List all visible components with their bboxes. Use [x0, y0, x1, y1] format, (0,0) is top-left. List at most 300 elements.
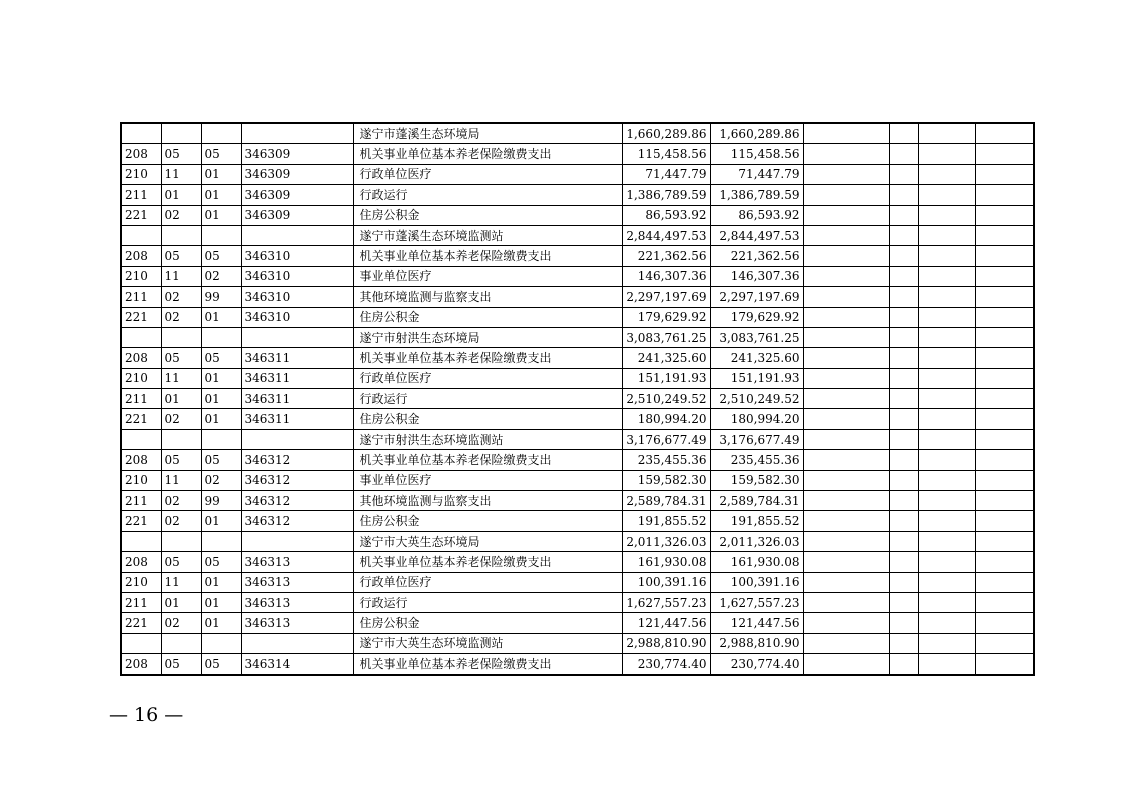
empty-cell — [889, 429, 918, 449]
total-amount-cell: 159,582.30 — [622, 470, 710, 490]
empty-cell — [889, 450, 918, 470]
empty-cell — [918, 266, 975, 286]
section-code-cell — [161, 327, 201, 347]
basic-expenditure-cell: 180,994.20 — [710, 409, 803, 429]
class-code-cell: 210 — [121, 266, 161, 286]
basic-expenditure-cell: 2,297,197.69 — [710, 287, 803, 307]
item-code-cell: 02 — [201, 266, 241, 286]
total-amount-cell: 1,660,289.86 — [622, 123, 710, 144]
total-amount-cell: 100,391.16 — [622, 572, 710, 592]
item-code-cell — [201, 123, 241, 144]
class-code-cell: 211 — [121, 491, 161, 511]
empty-cell — [975, 123, 1034, 144]
empty-cell — [889, 225, 918, 245]
empty-cell — [803, 266, 889, 286]
total-amount-cell: 3,083,761.25 — [622, 327, 710, 347]
item-code-cell: 01 — [201, 409, 241, 429]
item-code-cell: 01 — [201, 389, 241, 409]
section-code-cell: 02 — [161, 307, 201, 327]
empty-cell — [803, 531, 889, 551]
table-row — [121, 287, 1034, 307]
empty-cell — [889, 470, 918, 490]
empty-cell — [975, 491, 1034, 511]
basic-expenditure-cell: 2,589,784.31 — [710, 491, 803, 511]
empty-cell — [889, 511, 918, 531]
total-amount-cell: 2,297,197.69 — [622, 287, 710, 307]
unit-code-cell — [241, 429, 353, 449]
subject-name-cell: 遂宁市蓬溪生态环境监测站 — [353, 225, 622, 245]
total-amount-cell: 2,589,784.31 — [622, 491, 710, 511]
unit-code-cell: 346310 — [241, 266, 353, 286]
total-amount-cell: 2,988,810.90 — [622, 633, 710, 653]
section-code-cell: 11 — [161, 368, 201, 388]
subject-name-cell: 机关事业单位基本养老保险缴费支出 — [353, 246, 622, 266]
unit-code-cell: 346309 — [241, 164, 353, 184]
item-code-cell: 01 — [201, 185, 241, 205]
empty-cell — [889, 307, 918, 327]
item-code-cell: 01 — [201, 592, 241, 612]
empty-cell — [975, 409, 1034, 429]
item-code-cell: 05 — [201, 246, 241, 266]
table-row — [121, 185, 1034, 205]
item-code-cell: 99 — [201, 491, 241, 511]
empty-cell — [918, 144, 975, 164]
empty-cell — [918, 470, 975, 490]
empty-cell — [918, 307, 975, 327]
item-code-cell: 99 — [201, 287, 241, 307]
empty-cell — [918, 654, 975, 675]
empty-cell — [918, 368, 975, 388]
empty-cell — [803, 389, 889, 409]
unit-code-cell — [241, 633, 353, 653]
empty-cell — [975, 613, 1034, 633]
empty-cell — [803, 572, 889, 592]
table-row — [121, 511, 1034, 531]
subject-name-cell: 其他环境监测与监察支出 — [353, 491, 622, 511]
item-code-cell: 05 — [201, 654, 241, 675]
basic-expenditure-cell: 1,660,289.86 — [710, 123, 803, 144]
basic-expenditure-cell: 2,011,326.03 — [710, 531, 803, 551]
table-row — [121, 450, 1034, 470]
table-row — [121, 409, 1034, 429]
basic-expenditure-cell: 71,447.79 — [710, 164, 803, 184]
empty-cell — [803, 470, 889, 490]
basic-expenditure-cell: 121,447.56 — [710, 613, 803, 633]
section-code-cell: 11 — [161, 572, 201, 592]
item-code-cell: 05 — [201, 144, 241, 164]
total-amount-cell: 161,930.08 — [622, 552, 710, 572]
unit-code-cell: 346310 — [241, 307, 353, 327]
unit-code-cell: 346313 — [241, 552, 353, 572]
unit-code-cell: 346310 — [241, 287, 353, 307]
empty-cell — [975, 246, 1034, 266]
empty-cell — [975, 327, 1034, 347]
class-code-cell: 210 — [121, 368, 161, 388]
section-code-cell: 05 — [161, 654, 201, 675]
subject-name-cell: 遂宁市大英生态环境监测站 — [353, 633, 622, 653]
empty-cell — [803, 491, 889, 511]
subject-name-cell: 行政运行 — [353, 185, 622, 205]
table-body — [121, 123, 1034, 675]
empty-cell — [889, 491, 918, 511]
basic-expenditure-cell: 221,362.56 — [710, 246, 803, 266]
empty-cell — [803, 592, 889, 612]
unit-code-cell: 346311 — [241, 409, 353, 429]
table-row — [121, 246, 1034, 266]
basic-expenditure-cell: 2,844,497.53 — [710, 225, 803, 245]
class-code-cell: 208 — [121, 654, 161, 675]
empty-cell — [975, 205, 1034, 225]
empty-cell — [918, 287, 975, 307]
empty-cell — [803, 185, 889, 205]
empty-cell — [975, 225, 1034, 245]
table-row — [121, 429, 1034, 449]
item-code-cell: 05 — [201, 348, 241, 368]
section-code-cell: 11 — [161, 266, 201, 286]
class-code-cell: 210 — [121, 470, 161, 490]
subject-name-cell: 住房公积金 — [353, 307, 622, 327]
item-code-cell: 01 — [201, 205, 241, 225]
basic-expenditure-cell: 191,855.52 — [710, 511, 803, 531]
empty-cell — [918, 633, 975, 653]
unit-code-cell: 346309 — [241, 144, 353, 164]
empty-cell — [975, 592, 1034, 612]
table-row — [121, 327, 1034, 347]
empty-cell — [889, 144, 918, 164]
basic-expenditure-cell: 115,458.56 — [710, 144, 803, 164]
basic-expenditure-cell: 2,510,249.52 — [710, 389, 803, 409]
empty-cell — [803, 368, 889, 388]
empty-cell — [889, 389, 918, 409]
item-code-cell — [201, 327, 241, 347]
empty-cell — [975, 307, 1034, 327]
budget-table — [120, 122, 1035, 676]
unit-code-cell: 346312 — [241, 491, 353, 511]
class-code-cell: 211 — [121, 287, 161, 307]
empty-cell — [889, 287, 918, 307]
basic-expenditure-cell: 179,629.92 — [710, 307, 803, 327]
empty-cell — [918, 246, 975, 266]
table-row — [121, 491, 1034, 511]
section-code-cell: 02 — [161, 409, 201, 429]
subject-name-cell: 机关事业单位基本养老保险缴费支出 — [353, 552, 622, 572]
section-code-cell: 02 — [161, 491, 201, 511]
empty-cell — [975, 266, 1034, 286]
subject-name-cell: 行政运行 — [353, 389, 622, 409]
empty-cell — [918, 429, 975, 449]
section-code-cell — [161, 531, 201, 551]
empty-cell — [889, 572, 918, 592]
empty-cell — [918, 409, 975, 429]
unit-code-cell — [241, 123, 353, 144]
table-row — [121, 368, 1034, 388]
empty-cell — [975, 654, 1034, 675]
empty-cell — [889, 246, 918, 266]
unit-code-cell: 346314 — [241, 654, 353, 675]
basic-expenditure-cell: 161,930.08 — [710, 552, 803, 572]
class-code-cell: 221 — [121, 307, 161, 327]
section-code-cell: 05 — [161, 450, 201, 470]
subject-name-cell: 遂宁市射洪生态环境局 — [353, 327, 622, 347]
empty-cell — [803, 429, 889, 449]
table-row — [121, 654, 1034, 675]
total-amount-cell: 221,362.56 — [622, 246, 710, 266]
section-code-cell: 01 — [161, 185, 201, 205]
unit-code-cell: 346309 — [241, 185, 353, 205]
empty-cell — [918, 511, 975, 531]
item-code-cell: 02 — [201, 470, 241, 490]
empty-cell — [803, 164, 889, 184]
total-amount-cell: 121,447.56 — [622, 613, 710, 633]
empty-cell — [975, 531, 1034, 551]
basic-expenditure-cell: 3,083,761.25 — [710, 327, 803, 347]
unit-code-cell — [241, 327, 353, 347]
basic-expenditure-cell: 86,593.92 — [710, 205, 803, 225]
total-amount-cell: 151,191.93 — [622, 368, 710, 388]
unit-code-cell: 346311 — [241, 348, 353, 368]
empty-cell — [889, 613, 918, 633]
total-amount-cell: 191,855.52 — [622, 511, 710, 531]
subject-name-cell: 行政单位医疗 — [353, 572, 622, 592]
subject-name-cell: 遂宁市大英生态环境局 — [353, 531, 622, 551]
section-code-cell: 11 — [161, 470, 201, 490]
section-code-cell: 05 — [161, 552, 201, 572]
empty-cell — [889, 123, 918, 144]
table-row — [121, 552, 1034, 572]
item-code-cell: 05 — [201, 450, 241, 470]
class-code-cell: 210 — [121, 164, 161, 184]
subject-name-cell: 机关事业单位基本养老保险缴费支出 — [353, 348, 622, 368]
empty-cell — [889, 531, 918, 551]
table-row — [121, 123, 1034, 144]
empty-cell — [975, 144, 1034, 164]
table-row — [121, 164, 1034, 184]
section-code-cell: 02 — [161, 287, 201, 307]
unit-code-cell: 346310 — [241, 246, 353, 266]
empty-cell — [918, 552, 975, 572]
subject-name-cell: 遂宁市蓬溪生态环境局 — [353, 123, 622, 144]
empty-cell — [975, 450, 1034, 470]
class-code-cell: 211 — [121, 592, 161, 612]
total-amount-cell: 1,627,557.23 — [622, 592, 710, 612]
class-code-cell: 208 — [121, 246, 161, 266]
basic-expenditure-cell: 241,325.60 — [710, 348, 803, 368]
subject-name-cell: 机关事业单位基本养老保险缴费支出 — [353, 654, 622, 675]
empty-cell — [975, 164, 1034, 184]
section-code-cell — [161, 123, 201, 144]
empty-cell — [803, 144, 889, 164]
subject-name-cell: 行政单位医疗 — [353, 164, 622, 184]
class-code-cell — [121, 429, 161, 449]
unit-code-cell: 346311 — [241, 368, 353, 388]
subject-name-cell: 行政运行 — [353, 592, 622, 612]
empty-cell — [975, 287, 1034, 307]
class-code-cell: 208 — [121, 348, 161, 368]
total-amount-cell: 2,510,249.52 — [622, 389, 710, 409]
empty-cell — [975, 572, 1034, 592]
empty-cell — [975, 470, 1034, 490]
section-code-cell: 11 — [161, 164, 201, 184]
table-row — [121, 531, 1034, 551]
basic-expenditure-cell: 1,386,789.59 — [710, 185, 803, 205]
basic-expenditure-cell: 100,391.16 — [710, 572, 803, 592]
class-code-cell: 221 — [121, 613, 161, 633]
empty-cell — [803, 307, 889, 327]
empty-cell — [803, 633, 889, 653]
total-amount-cell: 115,458.56 — [622, 144, 710, 164]
section-code-cell: 02 — [161, 511, 201, 531]
empty-cell — [889, 266, 918, 286]
empty-cell — [889, 327, 918, 347]
total-amount-cell: 241,325.60 — [622, 348, 710, 368]
empty-cell — [918, 185, 975, 205]
basic-expenditure-cell: 1,627,557.23 — [710, 592, 803, 612]
subject-name-cell: 事业单位医疗 — [353, 266, 622, 286]
basic-expenditure-cell: 2,988,810.90 — [710, 633, 803, 653]
empty-cell — [918, 225, 975, 245]
empty-cell — [803, 287, 889, 307]
unit-code-cell: 346312 — [241, 470, 353, 490]
table-row — [121, 225, 1034, 245]
empty-cell — [889, 654, 918, 675]
unit-code-cell — [241, 531, 353, 551]
empty-cell — [803, 654, 889, 675]
empty-cell — [975, 633, 1034, 653]
class-code-cell: 208 — [121, 450, 161, 470]
basic-expenditure-cell: 3,176,677.49 — [710, 429, 803, 449]
section-code-cell: 02 — [161, 205, 201, 225]
empty-cell — [889, 552, 918, 572]
empty-cell — [889, 592, 918, 612]
table-row — [121, 266, 1034, 286]
empty-cell — [918, 572, 975, 592]
empty-cell — [975, 552, 1034, 572]
subject-name-cell: 机关事业单位基本养老保险缴费支出 — [353, 450, 622, 470]
unit-code-cell: 346312 — [241, 511, 353, 531]
empty-cell — [975, 368, 1034, 388]
item-code-cell: 01 — [201, 164, 241, 184]
empty-cell — [918, 389, 975, 409]
table-row — [121, 613, 1034, 633]
class-code-cell — [121, 225, 161, 245]
class-code-cell: 211 — [121, 389, 161, 409]
class-code-cell: 221 — [121, 205, 161, 225]
empty-cell — [975, 185, 1034, 205]
total-amount-cell: 179,629.92 — [622, 307, 710, 327]
section-code-cell: 05 — [161, 144, 201, 164]
table-row — [121, 144, 1034, 164]
total-amount-cell: 2,011,326.03 — [622, 531, 710, 551]
total-amount-cell: 86,593.92 — [622, 205, 710, 225]
table-row — [121, 205, 1034, 225]
unit-code-cell: 346313 — [241, 592, 353, 612]
item-code-cell: 01 — [201, 307, 241, 327]
section-code-cell: 01 — [161, 592, 201, 612]
empty-cell — [918, 205, 975, 225]
empty-cell — [889, 348, 918, 368]
section-code-cell: 05 — [161, 348, 201, 368]
basic-expenditure-cell: 159,582.30 — [710, 470, 803, 490]
section-code-cell: 02 — [161, 613, 201, 633]
table-row — [121, 592, 1034, 612]
total-amount-cell: 2,844,497.53 — [622, 225, 710, 245]
empty-cell — [889, 409, 918, 429]
empty-cell — [975, 429, 1034, 449]
section-code-cell: 05 — [161, 246, 201, 266]
subject-name-cell: 住房公积金 — [353, 409, 622, 429]
empty-cell — [918, 123, 975, 144]
empty-cell — [803, 511, 889, 531]
subject-name-cell: 其他环境监测与监察支出 — [353, 287, 622, 307]
empty-cell — [918, 164, 975, 184]
empty-cell — [975, 389, 1034, 409]
table-row — [121, 348, 1034, 368]
total-amount-cell: 230,774.40 — [622, 654, 710, 675]
unit-code-cell — [241, 225, 353, 245]
empty-cell — [889, 633, 918, 653]
table-row — [121, 389, 1034, 409]
subject-name-cell: 机关事业单位基本养老保险缴费支出 — [353, 144, 622, 164]
class-code-cell: 211 — [121, 185, 161, 205]
empty-cell — [803, 348, 889, 368]
class-code-cell — [121, 123, 161, 144]
empty-cell — [918, 592, 975, 612]
unit-code-cell: 346309 — [241, 205, 353, 225]
empty-cell — [889, 368, 918, 388]
total-amount-cell: 1,386,789.59 — [622, 185, 710, 205]
item-code-cell — [201, 633, 241, 653]
item-code-cell — [201, 429, 241, 449]
subject-name-cell: 事业单位医疗 — [353, 470, 622, 490]
basic-expenditure-cell: 146,307.36 — [710, 266, 803, 286]
subject-name-cell: 住房公积金 — [353, 613, 622, 633]
subject-name-cell: 行政单位医疗 — [353, 368, 622, 388]
table-row — [121, 307, 1034, 327]
unit-code-cell: 346313 — [241, 613, 353, 633]
item-code-cell: 01 — [201, 613, 241, 633]
section-code-cell: 01 — [161, 389, 201, 409]
item-code-cell: 05 — [201, 552, 241, 572]
empty-cell — [918, 327, 975, 347]
class-code-cell — [121, 327, 161, 347]
item-code-cell — [201, 225, 241, 245]
class-code-cell: 208 — [121, 552, 161, 572]
empty-cell — [889, 205, 918, 225]
empty-cell — [889, 164, 918, 184]
total-amount-cell: 235,455.36 — [622, 450, 710, 470]
table-row — [121, 470, 1034, 490]
basic-expenditure-cell: 235,455.36 — [710, 450, 803, 470]
empty-cell — [918, 348, 975, 368]
empty-cell — [803, 450, 889, 470]
class-code-cell: 221 — [121, 511, 161, 531]
item-code-cell: 01 — [201, 572, 241, 592]
empty-cell — [918, 491, 975, 511]
class-code-cell — [121, 531, 161, 551]
basic-expenditure-cell: 151,191.93 — [710, 368, 803, 388]
empty-cell — [918, 450, 975, 470]
total-amount-cell: 71,447.79 — [622, 164, 710, 184]
total-amount-cell: 3,176,677.49 — [622, 429, 710, 449]
table-row — [121, 572, 1034, 592]
unit-code-cell: 346311 — [241, 389, 353, 409]
empty-cell — [803, 327, 889, 347]
empty-cell — [918, 613, 975, 633]
total-amount-cell: 146,307.36 — [622, 266, 710, 286]
item-code-cell — [201, 531, 241, 551]
unit-code-cell: 346313 — [241, 572, 353, 592]
item-code-cell: 01 — [201, 368, 241, 388]
